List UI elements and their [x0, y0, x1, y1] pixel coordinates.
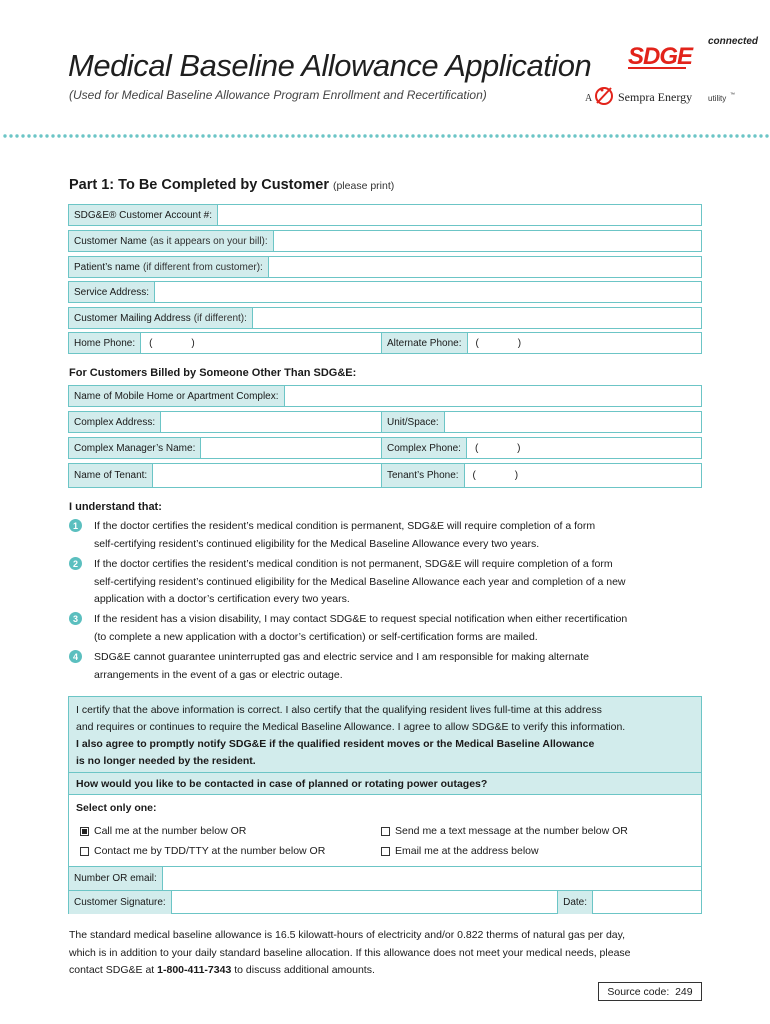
manager-name-label: Complex Manager’s Name: [69, 438, 201, 458]
divider-dot [123, 134, 126, 137]
mailing-address-field[interactable] [253, 308, 701, 328]
service-address-label: Service Address: [69, 282, 155, 302]
understand-item [69, 649, 709, 684]
divider-dot [435, 134, 438, 137]
divider-dot [597, 134, 600, 137]
account-number-row [68, 204, 702, 226]
unit-space-label: Unit/Space: [382, 412, 445, 432]
patient-name-field[interactable] [269, 257, 701, 277]
divider-dot [63, 134, 66, 137]
divider-dot [45, 134, 48, 137]
divider-dot [219, 134, 222, 137]
page-subtitle: (Used for Medical Baseline Allowance Program Enrollment and Recertification) [69, 88, 487, 102]
divider-dot [741, 134, 744, 137]
divider-dot [753, 134, 756, 137]
understand-item-text: If the doctor certifies the resident’s medical condition is not permanent, SDG&E will require completion of a form self-certifying resident’s continued eligibility for the Medical Baseline Allowance each year and completion of a new application with a doctor’s certification every two years. [94, 558, 626, 605]
divider-dot [303, 134, 306, 137]
divider-dot [117, 134, 120, 137]
signature-row [69, 890, 701, 914]
divider-dot [495, 134, 498, 137]
divider-dot [681, 134, 684, 137]
divider-dot [693, 134, 696, 137]
divider-dot [111, 134, 114, 137]
logo-parent: Sempra Energy [618, 90, 693, 104]
divider-dot [243, 134, 246, 137]
signature-field[interactable] [172, 891, 558, 914]
divider-dot [261, 134, 264, 137]
customer-name-field[interactable] [274, 231, 701, 251]
divider-dot [315, 134, 318, 137]
sdge-logo-graphic [584, 30, 759, 110]
divider-dot [513, 134, 516, 137]
complex-name-label: Name of Mobile Home or Apartment Complex: [69, 386, 285, 406]
divider-dot [621, 134, 624, 137]
divider-dot [483, 134, 486, 137]
divider-dot [585, 134, 588, 137]
divider-dot [273, 134, 276, 137]
service-address-row [68, 281, 702, 303]
select-only-label: Select only one: [76, 802, 157, 814]
divider-dot [645, 134, 648, 137]
tenant-phone-label: Tenant’s Phone: [382, 464, 465, 487]
divider-dot [327, 134, 330, 137]
divider-dot [177, 134, 180, 137]
billed-heading: For Customers Billed by Someone Other Than SDG&E: [69, 367, 357, 379]
divider-dot [417, 134, 420, 137]
divider-dot [447, 134, 450, 137]
divider-dot [351, 134, 354, 137]
divider-dot [531, 134, 534, 137]
logo-suffix: utility [708, 94, 727, 103]
divider-dot [201, 134, 204, 137]
alternate-phone-field[interactable]: ( ) [475, 337, 522, 349]
divider-dot [429, 134, 432, 137]
customer-name-label: Customer Name (as it appears on your bill): [69, 231, 274, 251]
part1-note: (please print) [332, 180, 395, 192]
divider-dot [153, 134, 156, 137]
divider-dot [459, 134, 462, 137]
option-tdd-tty[interactable]: Contact me by TDD/TTY at the number below OR [80, 845, 325, 857]
checkbox-checked-icon[interactable] [80, 827, 89, 836]
complex-address-field[interactable] [161, 412, 381, 432]
dotted-divider [0, 130, 770, 142]
divider-dot [375, 134, 378, 137]
divider-dot [423, 134, 426, 137]
item-number-badge: 3 [69, 612, 82, 625]
divider-dot [345, 134, 348, 137]
understand-item [69, 518, 709, 553]
divider-dot [411, 134, 414, 137]
checkbox-icon[interactable] [381, 827, 390, 836]
divider-dot [501, 134, 504, 137]
divider-dot [477, 134, 480, 137]
tenant-name-field[interactable] [153, 464, 381, 487]
divider-dot [99, 134, 102, 137]
divider-dot [609, 134, 612, 137]
divider-dot [87, 134, 90, 137]
logo-tm: ™ [730, 92, 735, 98]
divider-dot [603, 134, 606, 137]
divider-dot [333, 134, 336, 137]
page-title: Medical Baseline Allowance Application [68, 48, 592, 83]
divider-dot [453, 134, 456, 137]
logo-tagline: connected [708, 36, 759, 47]
item-number-badge: 1 [69, 519, 82, 532]
certification-statement: I certify that the above information is correct. I also certify that the qualifying resident lives full-time at this address and requires or continues to require the Medical Baseline Allowance. I agree to allow SDG&E to verify this information. I also agree to promptly notify SDG&E if the qualified resident moves or the Medical Baseline Allowance is no longer needed by the resident. [69, 697, 701, 773]
divider-dot [207, 134, 210, 137]
divider-dot [195, 134, 198, 137]
divider-dot [663, 134, 666, 137]
divider-dot [519, 134, 522, 137]
logo-brand: SDGE [628, 43, 693, 70]
divider-dot [489, 134, 492, 137]
tenant-phone-field[interactable]: ( ) [472, 470, 519, 481]
understand-item-text: If the doctor certifies the resident’s medical condition is permanent, SDG&E will require completion of a form self-certifying resident’s continued eligibility for the Medical Baseline Allowance every two years. [94, 520, 596, 550]
divider-dot [711, 134, 714, 137]
divider-dot [441, 134, 444, 137]
divider-dot [39, 134, 42, 137]
divider-dot [615, 134, 618, 137]
divider-dot [669, 134, 672, 137]
sempra-flame-icon [596, 88, 612, 104]
divider-dot [471, 134, 474, 137]
manager-row [68, 437, 702, 459]
home-phone-field[interactable]: ( ) [149, 337, 195, 349]
complex-address-row [68, 411, 702, 433]
divider-dot [561, 134, 564, 137]
divider-dot [297, 134, 300, 137]
divider-dot [639, 134, 642, 137]
complex-name-field[interactable] [285, 386, 701, 406]
home-phone-label: Home Phone: [69, 333, 141, 353]
understand-item-text: If the resident has a vision disability, I may contact SDG&E to request special notification when either recertification (to complete a new application with a doctor’s certification) or self-certification forms are mailed. [94, 613, 628, 643]
divider-dot [183, 134, 186, 137]
divider-dot [339, 134, 342, 137]
divider-dot [51, 134, 54, 137]
divider-dot [9, 134, 12, 137]
number-email-field[interactable] [163, 867, 701, 890]
divider-dot [747, 134, 750, 137]
complex-address-label: Complex Address: [69, 412, 161, 432]
divider-dot [549, 134, 552, 137]
divider-dot [159, 134, 162, 137]
divider-dot [3, 134, 6, 137]
divider-dot [735, 134, 738, 137]
complex-name-row [68, 385, 702, 407]
divider-dot [579, 134, 582, 137]
item-number-badge: 4 [69, 650, 82, 663]
divider-dot [405, 134, 408, 137]
account-number-field[interactable] [218, 205, 701, 225]
sdge-logo [584, 30, 759, 110]
contact-phone: 1-800-411-7343 [157, 964, 232, 976]
signature-label: Customer Signature: [69, 891, 172, 914]
divider-dot [381, 134, 384, 137]
divider-dot [21, 134, 24, 137]
divider-dot [525, 134, 528, 137]
logo-prefix: A [585, 93, 593, 104]
divider-dot [393, 134, 396, 137]
divider-dot [165, 134, 168, 137]
divider-dot [291, 134, 294, 137]
divider-dot [687, 134, 690, 137]
divider-dot [717, 134, 720, 137]
divider-dot [81, 134, 84, 137]
customer-name-row [68, 230, 702, 252]
manager-name-field[interactable] [201, 438, 381, 458]
divider-dot [57, 134, 60, 137]
divider-dot [93, 134, 96, 137]
divider-dot [759, 134, 762, 137]
contact-question: How would you like to be contacted in case of planned or rotating power outages? [69, 773, 701, 795]
divider-dot [213, 134, 216, 137]
patient-name-label: Patient’s name (if different from customer): [69, 257, 269, 277]
unit-space-field[interactable] [445, 412, 701, 432]
divider-dot [171, 134, 174, 137]
option-text[interactable]: Send me a text message at the number below OR [381, 825, 628, 837]
complex-phone-label: Complex Phone: [382, 438, 467, 458]
checkbox-icon[interactable] [80, 847, 89, 856]
divider-dot [723, 134, 726, 137]
divider-dot [543, 134, 546, 137]
divider-dot [363, 134, 366, 137]
divider-dot [249, 134, 252, 137]
service-address-field[interactable] [155, 282, 701, 302]
part1-heading [69, 177, 394, 193]
divider-dot [129, 134, 132, 137]
divider-dot [567, 134, 570, 137]
divider-dot [225, 134, 228, 137]
divider-dot [627, 134, 630, 137]
divider-dot [255, 134, 258, 137]
divider-dot [231, 134, 234, 137]
divider-dot [267, 134, 270, 137]
checkbox-icon[interactable] [381, 847, 390, 856]
phones-row [68, 332, 702, 354]
divider-dot [555, 134, 558, 137]
patient-name-row [68, 256, 702, 278]
divider-dot [699, 134, 702, 137]
option-email[interactable]: Email me at the address below [381, 845, 539, 857]
tenant-row [68, 463, 702, 488]
divider-dot [765, 134, 768, 137]
account-number-label: SDG&E® Customer Account #: [69, 205, 218, 225]
number-email-row [69, 866, 701, 890]
divider-dot [279, 134, 282, 137]
divider-dot [357, 134, 360, 137]
mailing-address-label: Customer Mailing Address (if different): [69, 308, 253, 328]
divider-dot [507, 134, 510, 137]
divider-dot [189, 134, 192, 137]
understand-item [69, 611, 709, 646]
divider-dot [705, 134, 708, 137]
divider-dot [15, 134, 18, 137]
divider-dot [651, 134, 654, 137]
mailing-address-row [68, 307, 702, 329]
divider-dot [135, 134, 138, 137]
date-field[interactable] [593, 891, 701, 914]
allowance-note: The standard medical baseline allowance is 16.5 kilowatt-hours of electricity and/or 0.822 therms of natural gas per day, which is in addition to your daily standard baseline allocation. If this allowance does not meet your medical needs, please contact SDG&E at 1-800-411-7343 to discuss additional amounts. [69, 929, 631, 976]
alternate-phone-label: Alternate Phone: [382, 333, 468, 353]
divider-dot [537, 134, 540, 137]
number-email-label: Number OR email: [69, 867, 163, 890]
divider-dot [675, 134, 678, 137]
date-label: Date: [558, 891, 593, 914]
divider-dot [147, 134, 150, 137]
understand-item-text: SDG&E cannot guarantee uninterrupted gas and electric service and I am responsible for making alternate arrangements in the event of a gas or electric outage. [94, 651, 589, 681]
divider-dot [465, 134, 468, 137]
divider-dot [399, 134, 402, 137]
divider-dot [27, 134, 30, 137]
divider-dot [369, 134, 372, 137]
option-call[interactable]: Call me at the number below OR [80, 825, 246, 837]
complex-phone-field[interactable]: ( ) [474, 442, 521, 454]
tenant-name-label: Name of Tenant: [69, 464, 153, 487]
divider-dot [657, 134, 660, 137]
understand-heading: I understand that: [69, 501, 162, 513]
understand-item [69, 556, 709, 609]
divider-dot [33, 134, 36, 137]
divider-dot [633, 134, 636, 137]
divider-dot [591, 134, 594, 137]
part1-title: Part 1: To Be Completed by Customer [69, 177, 329, 193]
divider-dot [387, 134, 390, 137]
source-code-box: Source code: 249 [598, 982, 702, 1001]
divider-dot [75, 134, 78, 137]
divider-dot [285, 134, 288, 137]
divider-dot [573, 134, 576, 137]
divider-dot [141, 134, 144, 137]
divider-dot [69, 134, 72, 137]
item-number-badge: 2 [69, 557, 82, 570]
divider-dot [321, 134, 324, 137]
divider-dot [105, 134, 108, 137]
certification-section [68, 696, 702, 914]
divider-dot [729, 134, 732, 137]
divider-dot [237, 134, 240, 137]
divider-dot [309, 134, 312, 137]
